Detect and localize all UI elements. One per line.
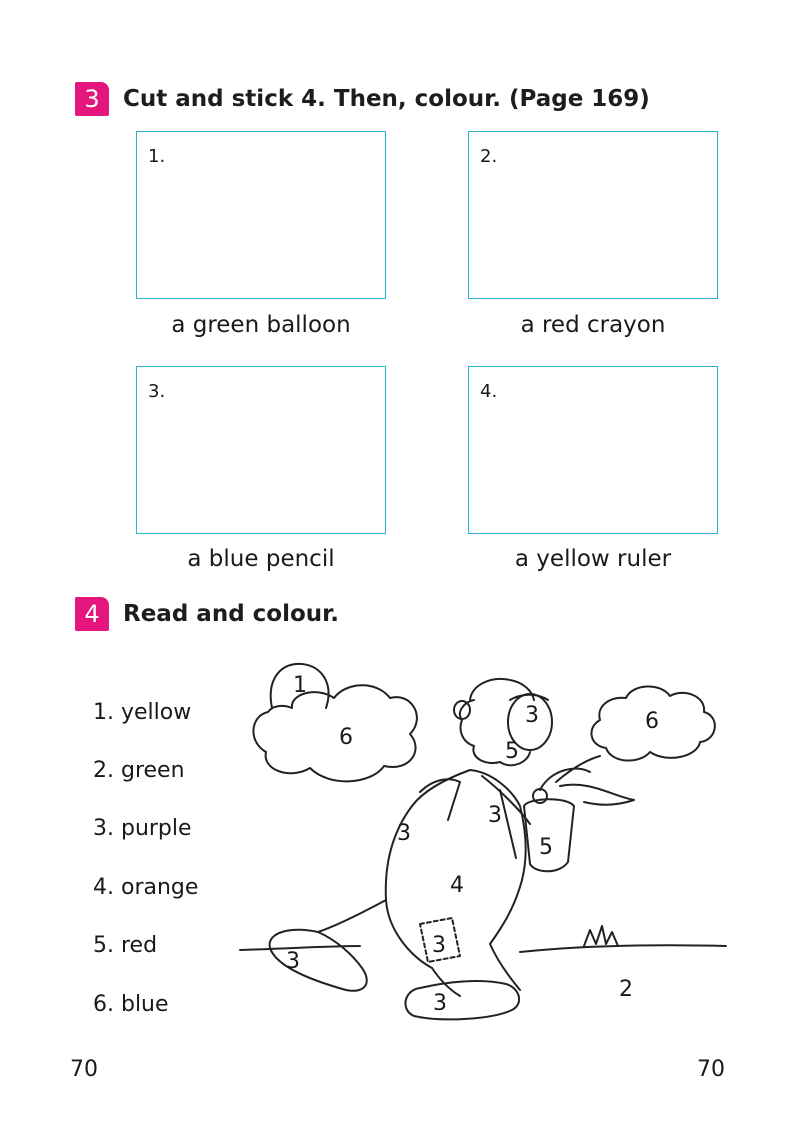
colour-key-item: 1. yellow (93, 700, 192, 725)
picture-number: 3 (488, 803, 502, 828)
box-number: 1. (148, 146, 166, 167)
box-number: 2. (480, 146, 498, 167)
colour-key-item: 6. blue (93, 992, 169, 1017)
colour-key-item: 3. purple (93, 816, 192, 841)
nose (454, 701, 470, 719)
picture-number: 5 (539, 835, 553, 860)
colour-key-item: 5. red (93, 933, 158, 958)
section-number-badge: 3 (75, 82, 109, 116)
box-caption-3: a blue pencil (187, 546, 335, 572)
box-caption-4: a yellow ruler (514, 546, 672, 572)
colour-key-item: 2. green (93, 758, 185, 783)
cloud-left-outline (253, 685, 416, 781)
picture-number: 3 (286, 949, 300, 974)
grass-tuft (584, 926, 618, 946)
box-number: 4. (480, 381, 498, 402)
picture-number: 6 (645, 709, 659, 734)
picture-number: 3 (397, 821, 411, 846)
shoe-back-outline (270, 930, 367, 991)
flower-ribbons (540, 756, 634, 805)
colour-key-item: 4. orange (93, 875, 199, 900)
picture-number: 1 (293, 673, 307, 698)
picture-number: 3 (525, 703, 539, 728)
picture-number: 5 (505, 739, 519, 764)
picture-number: 4 (450, 873, 464, 898)
section-title: Read and colour. (123, 601, 339, 627)
picture-number: 3 (433, 991, 447, 1016)
section-number-badge: 4 (75, 597, 109, 631)
picture-number: 3 (432, 933, 446, 958)
section-title: Cut and stick 4. Then, colour. (Page 169) (123, 86, 650, 112)
ground-line (240, 945, 726, 952)
page-number-right: 70 (697, 1057, 725, 1082)
box-caption-2: a red crayon (520, 312, 666, 338)
head-outline (460, 679, 534, 765)
bell (533, 789, 547, 803)
shoe-front-outline (405, 981, 519, 1019)
picture-number: 6 (339, 725, 353, 750)
picture-number: 2 (619, 977, 633, 1002)
box-number: 3. (148, 381, 166, 402)
box-caption-1: a green balloon (171, 312, 351, 338)
page-number-left: 70 (70, 1057, 98, 1082)
